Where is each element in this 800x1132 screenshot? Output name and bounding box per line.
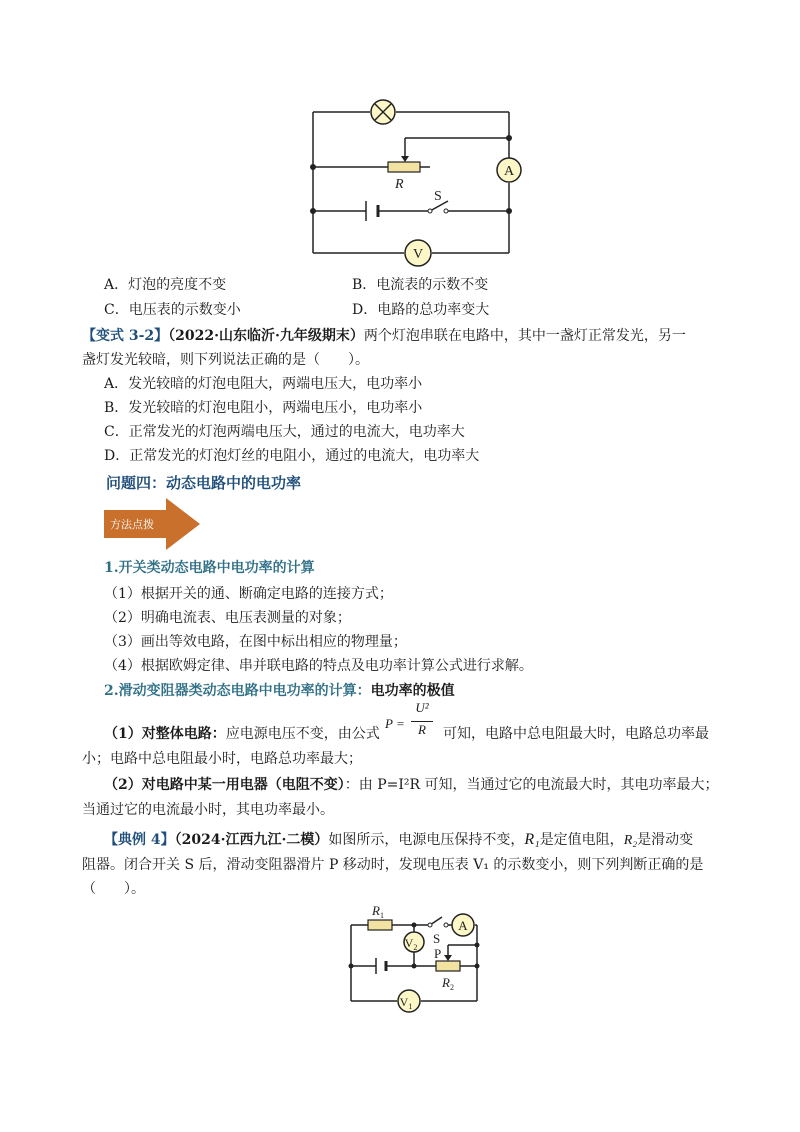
switch-label-s: S (434, 189, 442, 204)
rheostat-r2 (436, 961, 460, 971)
v2-label: $V_2$ (404, 936, 418, 952)
lamp-icon (371, 100, 395, 124)
heading-rheostat-circuit (104, 681, 455, 701)
heading2-main: 2.滑动变阻器类动态电路中电功率的计算： (104, 683, 371, 699)
formula-denominator: R (418, 722, 426, 737)
step-3: （3）画出等效电路，在图中标出相应的物理量； (104, 634, 407, 650)
formula-numerator: U² (415, 700, 429, 715)
para2-line2: 当通过它的电流最小时，其电功率最小。 (82, 802, 334, 818)
variant-stem-1: 两个灯泡串联在电路中，其中一盏灯正常发光，另一 (363, 328, 686, 344)
example4-line1 (104, 830, 693, 851)
para1-line2: 小；电路中总电阻最小时，电路总功率最大； (82, 751, 362, 767)
r1-label: $R_1$ (372, 903, 384, 920)
rheostat-r (388, 162, 420, 172)
s-label: S (433, 931, 441, 946)
example4-tag: 【典例 4】 (104, 832, 175, 848)
section-title: 问题四：动态电路中的电功率 (106, 474, 302, 492)
circuit-diagram-1 (300, 90, 540, 270)
step-1: （1）根据开关的通、断确定电路的连接方式； (104, 586, 393, 602)
circuit-diagram-2 (340, 900, 500, 1020)
para1-label: （1）对整体电路： (104, 726, 226, 742)
variant-option-c: C．正常发光的灯泡两端电压大，通过的电流大，电功率大 (104, 424, 465, 440)
variant-3-2-line2: 盏灯发光较暗，则下列说法正确的是（ ）。 (82, 352, 369, 368)
q1-option-a: A．灯泡的亮度不变 (104, 277, 227, 293)
ammeter-label-2: A (458, 918, 468, 933)
example4-stem-a: 如图所示，电源电压保持不变， (328, 832, 525, 848)
para1-line1-left (104, 724, 380, 744)
r2-label: $R_2$ (442, 975, 454, 992)
para1-text: 应电源电压不变，由公式 (225, 726, 380, 742)
variant-3-2-line1 (82, 326, 686, 346)
para2-label: （2）对电路中某一用电器（电阻不变） (104, 777, 345, 793)
ammeter-label: A (503, 164, 515, 179)
q1-option-b: B．电流表的示数不变 (352, 277, 489, 293)
para2-text: ：由 P=I²R 可知，当通过它的电流最大时，其电功率最大； (344, 777, 719, 793)
step-4: （4）根据欧姆定律、串并联电路的特点及电功率计算公式进行求解。 (104, 658, 533, 674)
example4-stem-b: 是定值电阻， (539, 832, 624, 848)
example4-source: （2024·江西九江·二模） (174, 832, 329, 848)
v1-label: $V_1$ (399, 995, 413, 1011)
step-2: （2）明确电流表、电压表测量的对象； (104, 610, 351, 626)
variant-tag: 【变式 3-2】 (82, 328, 169, 344)
q1-option-d: D．电路的总功率变大 (352, 302, 490, 318)
example4-line2: 阻器。闭合开关 S 后，滑动变阻器滑片 P 移动时，发现电压表 V₁ 的示数变小，则下列判断正确的是 (82, 857, 704, 873)
resistor-r1 (368, 920, 392, 930)
formula-p-equals: P = (385, 716, 405, 731)
para2-line1 (104, 775, 718, 795)
voltmeter-label: V (412, 247, 424, 262)
variant-option-a: A．发光较暗的灯泡电阻大，两端电压大，电功率小 (104, 376, 423, 392)
heading-switch-circuit: 1.开关类动态电路中电功率的计算 (104, 560, 315, 576)
para1-line1-right: 可知，电路中总电阻最大时，电路总功率最 (443, 726, 709, 742)
variant-option-d: D．正常发光的灯泡灯丝的电阻小，通过的电流大，电功率大 (104, 448, 480, 464)
q1-option-c: C．电压表的示数变小 (104, 302, 241, 318)
example4-r2: R₂ (623, 833, 638, 848)
variant-source: （2022·山东临沂·九年级期末） (168, 328, 364, 344)
heading2-tail: 电功率的极值 (370, 683, 455, 699)
example4-stem-c: 是滑动变 (637, 832, 694, 848)
resistor-label-r: R (395, 177, 404, 192)
example4-r1: R₁ (524, 831, 540, 848)
variant-option-b: B．发光较暗的灯泡电阻小，两端电压小，电功率小 (104, 400, 423, 416)
example4-line3: （ ）。 (82, 881, 145, 897)
method-badge-label: 方法点拨 (110, 518, 154, 531)
p-label: P (434, 946, 442, 961)
